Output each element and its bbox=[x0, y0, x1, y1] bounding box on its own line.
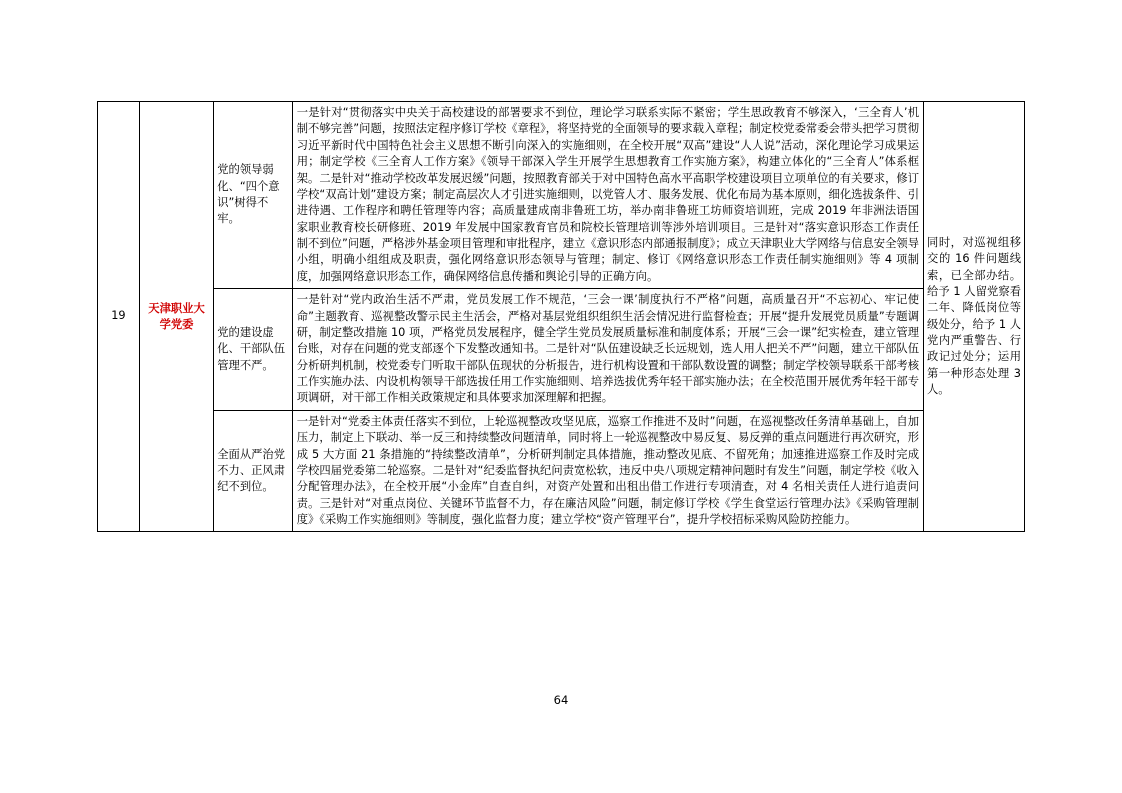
issue-title-cell bbox=[214, 410, 293, 532]
unit-name-cell bbox=[139, 102, 213, 532]
result-text: 同时，对巡视组移交的 16 件问题线索，已全部办结。给予 1 人留党察看二年、降低岗位等级处分，给予 1 人党内严重警告、行政记过处分；运用第一种形态处理 3 人。 bbox=[927, 235, 1025, 397]
page-number: 64 bbox=[553, 693, 569, 707]
issue-title: 党的领导弱化、“四个意识”树得不牢。 bbox=[217, 163, 280, 226]
table-row bbox=[98, 410, 1025, 532]
issue-detail: 一是针对“贯彻落实中央关于高校建设的部署要求不到位，理论学习联系实际不紧密；学生思政教育不够深入，‘三全育人’机制不够完善”问题，按照法定程序修订学校《章程》，将坚持党的全面领导的要求载入章程；制定校党委常委会带头把学习贯彻习近平新时代中国特色社会主义思想不断引向深入的实施细则，在全校开展“双高”建设“人人说”活动，深化理论学习成果运用；制定学校《三全育人工作方案》《领导干部深入学生开展学生思想教育工作实施方案》，构建立体化的“三全育人”体系框架。二是针对“推动学校改革发展迟缓”问题，按照教育部关于对中国特色高水平高职学校建设项目立项单位的有关要求，修订学校“双高计划”建设方案；制定高层次人才引进实施细则，以党管人才、服务发展、优化布局为基本原则，细化选拔条件、引进待遇、工作程序和聘任管理等内容；高质量建成南非鲁班工坊，举办南非鲁班工坊师资培训班，完成 2019 年非洲法语国家职业教育校长研修班、2019 年发展中国家教育官员和院校长管理培训等涉外培训项目。三是针对“落实意识形态工作责任制不到位”问题，严格涉外基金项目管理和审批程序，建立《意识形态内部通报制度》；成立天津职业大学网络与信息安全领导小组，明确小组组成及职责，强化网络意识形态领导与管理；制定、修订《网络意识形态工作责任制实施细则》等 4 项制度，加强网络意识形态工作，确保网络信息传播和舆论引导的正确方向。 bbox=[296, 106, 919, 283]
issue-title: 全面从严治党不力、正风肃纪不到位。 bbox=[217, 447, 286, 494]
row-number-cell bbox=[98, 102, 140, 532]
result-cell bbox=[924, 102, 1025, 532]
row-number: 19 bbox=[111, 309, 126, 323]
issue-title: 党的建设虚化、干部队伍管理不严。 bbox=[217, 325, 286, 372]
issue-title-cell bbox=[214, 289, 293, 411]
issue-detail: 一是针对“党委主体责任落实不到位，上轮巡视整改攻坚见底，巡察工作推进不及时”问题，在巡视整改任务清单基础上，自加压力，制定上下联动、举一反三和持续整改问题清单，同时将上一轮巡视整改中易反复、易反弹的重点问题进行再次研究，形成 5 大方面 21 条措施的“持续整改清单”，分析研判制定具体措施，推动整改见底、不留死角；加速推进巡察工作及时完成学校四届党委第二轮巡察。二是针对“纪委监督执纪问责宽松软，违反中央八项规定精神问题时有发生”问题，制定学校《收入分配管理办法》，在全校开展“小金库”自查自纠，对资产处置和出租出借工作进行专项清查，对 4 名相关责任人进行追责问责。三是针对“对重点岗位、关键环节监督不力，存在廉洁风险”问题，制定修订学校《学生食堂运行管理办法》《采购管理制度》《采购工作实施细则》等制度，强化监督力度；建立学校“资产管理平台”，提升学校招标采购风险防控能力。 bbox=[296, 414, 919, 526]
table-row bbox=[98, 289, 1025, 411]
rectification-table bbox=[97, 101, 1025, 532]
issue-detail-cell bbox=[292, 102, 923, 289]
issue-title-cell bbox=[214, 102, 293, 289]
issue-detail-cell bbox=[292, 289, 923, 411]
unit-name: 天津职业大学党委 bbox=[148, 301, 205, 331]
issue-detail: 一是针对“党内政治生活不严肃，党员发展工作不规范，‘三会一课’制度执行不严格”问题，高质量召开“不忘初心、牢记使命”主题教育、巡视整改警示民主生活会，严格对基层党组织组织生活会情况进行监督检查；开展“提升发展党员质量”专题调研，制定整改措施 10 项，严格党员发展程序，健全学生党员发展质量标准和制度体系；开展“三会一课”纪实检查，建立管理台账，对存在问题的党支部逐个下发整改通知书。二是针对“队伍建设缺乏长远规划，选人用人把关不严”问题，建立干部队伍分析研判机制，校党委专门听取干部队伍现状的分析报告，进行机构设置和干部队数设置的调整；制定学校领导联系干部考核工作实施办法、内设机构领导干部选拔任用工作实施细则、培养选拔优秀年轻干部实施办法；在全校范围开展优秀年轻干部专项调研，对干部工作相关政策规定和具体要求加深理解和把握。 bbox=[296, 293, 919, 405]
table-row bbox=[98, 102, 1025, 289]
table-body bbox=[98, 102, 1025, 532]
issue-detail-cell bbox=[292, 410, 923, 532]
